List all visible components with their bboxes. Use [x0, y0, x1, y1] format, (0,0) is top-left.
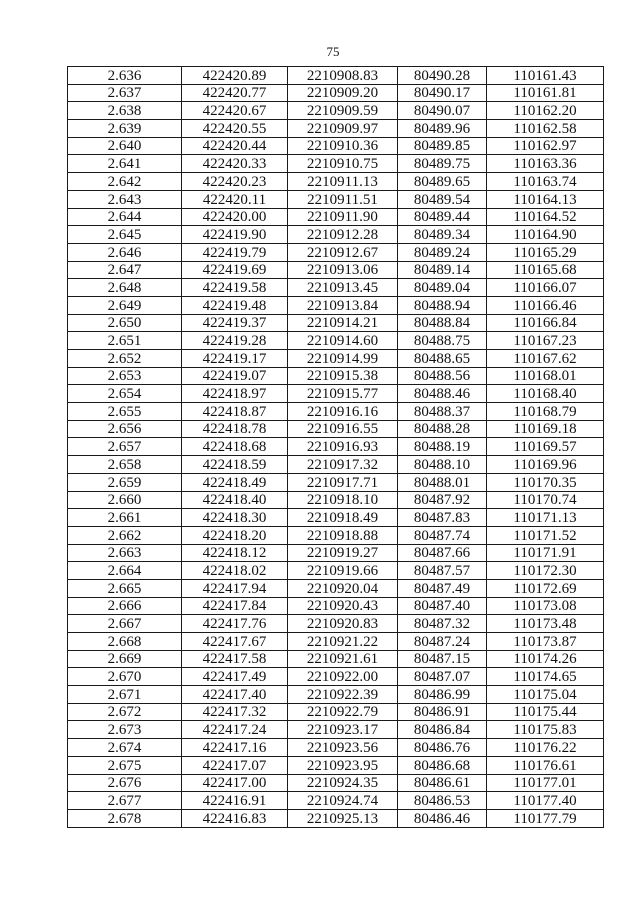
- table-row: [68, 774, 604, 792]
- coord-c-cell: 80487.57: [398, 562, 487, 580]
- coord-d-cell: 110171.91: [487, 544, 604, 562]
- point-id-cell: 2.645: [68, 226, 182, 244]
- coord-d-cell: 110170.35: [487, 473, 604, 491]
- point-id-cell: 2.652: [68, 350, 182, 368]
- point-id-cell: 2.662: [68, 526, 182, 544]
- coord-c-cell: 80487.07: [398, 668, 487, 686]
- table-row: [68, 367, 604, 385]
- coord-b-cell: 2210925.13: [288, 809, 398, 827]
- coord-a-cell: 422416.91: [182, 792, 288, 810]
- coord-d-cell: 110173.08: [487, 597, 604, 615]
- coord-a-cell: 422420.55: [182, 120, 288, 138]
- coord-a-cell: 422419.37: [182, 314, 288, 332]
- coord-d-cell: 110167.23: [487, 332, 604, 350]
- point-id-cell: 2.642: [68, 173, 182, 191]
- coord-d-cell: 110165.68: [487, 261, 604, 279]
- coord-d-cell: 110168.01: [487, 367, 604, 385]
- table-row: [68, 597, 604, 615]
- point-id-cell: 2.678: [68, 809, 182, 827]
- coord-b-cell: 2210916.55: [288, 420, 398, 438]
- point-id-cell: 2.647: [68, 261, 182, 279]
- table-row: [68, 809, 604, 827]
- coord-b-cell: 2210915.77: [288, 385, 398, 403]
- coord-c-cell: 80486.99: [398, 686, 487, 704]
- table-row: [68, 226, 604, 244]
- point-id-cell: 2.636: [68, 67, 182, 85]
- point-id-cell: 2.668: [68, 633, 182, 651]
- coord-c-cell: 80489.96: [398, 120, 487, 138]
- coord-d-cell: 110170.74: [487, 491, 604, 509]
- coord-a-cell: 422420.23: [182, 173, 288, 191]
- coord-d-cell: 110175.83: [487, 721, 604, 739]
- page-number: 75: [326, 44, 340, 59]
- coord-a-cell: 422417.40: [182, 686, 288, 704]
- coord-c-cell: 80486.68: [398, 756, 487, 774]
- coord-b-cell: 2210924.74: [288, 792, 398, 810]
- coord-c-cell: 80489.85: [398, 137, 487, 155]
- coord-a-cell: 422420.89: [182, 67, 288, 85]
- coord-c-cell: 80487.83: [398, 509, 487, 527]
- point-id-cell: 2.648: [68, 279, 182, 297]
- coord-b-cell: 2210914.21: [288, 314, 398, 332]
- coord-d-cell: 110168.40: [487, 385, 604, 403]
- coord-a-cell: 422420.00: [182, 208, 288, 226]
- coord-b-cell: 2210922.00: [288, 668, 398, 686]
- table-row: [68, 385, 604, 403]
- coord-b-cell: 2210914.99: [288, 350, 398, 368]
- point-id-cell: 2.659: [68, 473, 182, 491]
- point-id-cell: 2.658: [68, 456, 182, 474]
- coord-d-cell: 110161.81: [487, 84, 604, 102]
- coord-b-cell: 2210923.17: [288, 721, 398, 739]
- coord-c-cell: 80488.75: [398, 332, 487, 350]
- coord-a-cell: 422419.48: [182, 296, 288, 314]
- coord-c-cell: 80488.10: [398, 456, 487, 474]
- coord-d-cell: 110175.04: [487, 686, 604, 704]
- table-row: [68, 350, 604, 368]
- coord-c-cell: 80487.66: [398, 544, 487, 562]
- table-row: [68, 792, 604, 810]
- coord-a-cell: 422419.79: [182, 243, 288, 261]
- coord-d-cell: 110171.52: [487, 526, 604, 544]
- table-row: [68, 420, 604, 438]
- coord-c-cell: 80488.37: [398, 403, 487, 421]
- coord-c-cell: 80489.54: [398, 190, 487, 208]
- table-body: [68, 67, 604, 828]
- point-id-cell: 2.673: [68, 721, 182, 739]
- point-id-cell: 2.664: [68, 562, 182, 580]
- coord-b-cell: 2210915.38: [288, 367, 398, 385]
- coord-b-cell: 2210922.79: [288, 703, 398, 721]
- coord-b-cell: 2210922.39: [288, 686, 398, 704]
- coord-c-cell: 80490.17: [398, 84, 487, 102]
- point-id-cell: 2.657: [68, 438, 182, 456]
- table-row: [68, 332, 604, 350]
- table-row: [68, 173, 604, 191]
- coord-d-cell: 110172.30: [487, 562, 604, 580]
- coord-a-cell: 422420.44: [182, 137, 288, 155]
- coord-a-cell: 422419.58: [182, 279, 288, 297]
- table-row: [68, 120, 604, 138]
- coord-c-cell: 80490.07: [398, 102, 487, 120]
- point-id-cell: 2.637: [68, 84, 182, 102]
- coord-a-cell: 422418.78: [182, 420, 288, 438]
- coord-a-cell: 422419.07: [182, 367, 288, 385]
- coord-b-cell: 2210910.36: [288, 137, 398, 155]
- table-row: [68, 509, 604, 527]
- coord-a-cell: 422418.20: [182, 526, 288, 544]
- coordinate-table: [67, 66, 604, 828]
- coord-d-cell: 110161.43: [487, 67, 604, 85]
- table-row: [68, 526, 604, 544]
- coord-d-cell: 110176.61: [487, 756, 604, 774]
- coord-d-cell: 110167.62: [487, 350, 604, 368]
- coord-a-cell: 422420.11: [182, 190, 288, 208]
- coord-a-cell: 422420.77: [182, 84, 288, 102]
- coord-c-cell: 80489.75: [398, 155, 487, 173]
- coord-b-cell: 2210914.60: [288, 332, 398, 350]
- point-id-cell: 2.656: [68, 420, 182, 438]
- coord-b-cell: 2210910.75: [288, 155, 398, 173]
- coord-a-cell: 422417.49: [182, 668, 288, 686]
- point-id-cell: 2.653: [68, 367, 182, 385]
- coord-d-cell: 110171.13: [487, 509, 604, 527]
- point-id-cell: 2.671: [68, 686, 182, 704]
- point-id-cell: 2.672: [68, 703, 182, 721]
- point-id-cell: 2.669: [68, 650, 182, 668]
- table-row: [68, 721, 604, 739]
- coord-b-cell: 2210920.83: [288, 615, 398, 633]
- point-id-cell: 2.676: [68, 774, 182, 792]
- point-id-cell: 2.655: [68, 403, 182, 421]
- table-row: [68, 314, 604, 332]
- point-id-cell: 2.638: [68, 102, 182, 120]
- coord-c-cell: 80487.49: [398, 579, 487, 597]
- coord-a-cell: 422418.40: [182, 491, 288, 509]
- coord-c-cell: 80489.24: [398, 243, 487, 261]
- coord-a-cell: 422418.59: [182, 456, 288, 474]
- coord-d-cell: 110165.29: [487, 243, 604, 261]
- coord-c-cell: 80487.32: [398, 615, 487, 633]
- coord-c-cell: 80488.01: [398, 473, 487, 491]
- table-row: [68, 756, 604, 774]
- coord-d-cell: 110162.20: [487, 102, 604, 120]
- table-row: [68, 296, 604, 314]
- table-row: [68, 615, 604, 633]
- coord-a-cell: 422417.16: [182, 739, 288, 757]
- coord-c-cell: 80486.46: [398, 809, 487, 827]
- coord-a-cell: 422419.69: [182, 261, 288, 279]
- point-id-cell: 2.663: [68, 544, 182, 562]
- point-id-cell: 2.649: [68, 296, 182, 314]
- coord-a-cell: 422417.58: [182, 650, 288, 668]
- coord-b-cell: 2210913.84: [288, 296, 398, 314]
- coord-d-cell: 110169.96: [487, 456, 604, 474]
- coord-d-cell: 110175.44: [487, 703, 604, 721]
- coord-d-cell: 110169.18: [487, 420, 604, 438]
- coord-c-cell: 80487.92: [398, 491, 487, 509]
- point-id-cell: 2.675: [68, 756, 182, 774]
- table-row: [68, 579, 604, 597]
- table-row: [68, 544, 604, 562]
- table-row: [68, 650, 604, 668]
- coord-b-cell: 2210911.90: [288, 208, 398, 226]
- coord-a-cell: 422418.68: [182, 438, 288, 456]
- table-row: [68, 739, 604, 757]
- coord-b-cell: 2210909.20: [288, 84, 398, 102]
- coord-d-cell: 110166.46: [487, 296, 604, 314]
- coord-c-cell: 80486.61: [398, 774, 487, 792]
- point-id-cell: 2.640: [68, 137, 182, 155]
- coord-d-cell: 110177.79: [487, 809, 604, 827]
- coord-a-cell: 422417.76: [182, 615, 288, 633]
- coord-b-cell: 2210913.06: [288, 261, 398, 279]
- table-row: [68, 633, 604, 651]
- coord-d-cell: 110164.52: [487, 208, 604, 226]
- coord-a-cell: 422418.30: [182, 509, 288, 527]
- point-id-cell: 2.661: [68, 509, 182, 527]
- coord-d-cell: 110173.87: [487, 633, 604, 651]
- coord-c-cell: 80488.19: [398, 438, 487, 456]
- coord-a-cell: 422417.32: [182, 703, 288, 721]
- coord-c-cell: 80488.84: [398, 314, 487, 332]
- coord-a-cell: 422417.84: [182, 597, 288, 615]
- coord-d-cell: 110166.84: [487, 314, 604, 332]
- table-row: [68, 456, 604, 474]
- coord-c-cell: 80489.14: [398, 261, 487, 279]
- table-row: [68, 473, 604, 491]
- coord-a-cell: 422418.12: [182, 544, 288, 562]
- point-id-cell: 2.643: [68, 190, 182, 208]
- coord-d-cell: 110177.40: [487, 792, 604, 810]
- coord-a-cell: 422418.97: [182, 385, 288, 403]
- coord-b-cell: 2210918.10: [288, 491, 398, 509]
- coord-c-cell: 80486.91: [398, 703, 487, 721]
- coord-a-cell: 422420.33: [182, 155, 288, 173]
- table-row: [68, 137, 604, 155]
- point-id-cell: 2.665: [68, 579, 182, 597]
- coord-c-cell: 80487.15: [398, 650, 487, 668]
- table-row: [68, 403, 604, 421]
- coord-b-cell: 2210911.13: [288, 173, 398, 191]
- coord-a-cell: 422417.00: [182, 774, 288, 792]
- coord-a-cell: 422419.90: [182, 226, 288, 244]
- coord-b-cell: 2210913.45: [288, 279, 398, 297]
- point-id-cell: 2.677: [68, 792, 182, 810]
- coord-b-cell: 2210917.71: [288, 473, 398, 491]
- table-row: [68, 686, 604, 704]
- coord-b-cell: 2210921.61: [288, 650, 398, 668]
- point-id-cell: 2.650: [68, 314, 182, 332]
- coord-d-cell: 110177.01: [487, 774, 604, 792]
- coord-c-cell: 80489.65: [398, 173, 487, 191]
- coord-c-cell: 80488.56: [398, 367, 487, 385]
- coord-a-cell: 422417.94: [182, 579, 288, 597]
- coord-b-cell: 2210908.83: [288, 67, 398, 85]
- coord-b-cell: 2210909.97: [288, 120, 398, 138]
- point-id-cell: 2.670: [68, 668, 182, 686]
- coord-d-cell: 110164.13: [487, 190, 604, 208]
- coord-c-cell: 80489.34: [398, 226, 487, 244]
- point-id-cell: 2.646: [68, 243, 182, 261]
- coord-c-cell: 80488.94: [398, 296, 487, 314]
- coord-d-cell: 110174.65: [487, 668, 604, 686]
- coord-d-cell: 110164.90: [487, 226, 604, 244]
- coord-b-cell: 2210919.27: [288, 544, 398, 562]
- table-row: [68, 208, 604, 226]
- point-id-cell: 2.651: [68, 332, 182, 350]
- coord-b-cell: 2210920.04: [288, 579, 398, 597]
- coord-b-cell: 2210916.16: [288, 403, 398, 421]
- coord-a-cell: 422416.83: [182, 809, 288, 827]
- coord-b-cell: 2210918.88: [288, 526, 398, 544]
- coord-d-cell: 110173.48: [487, 615, 604, 633]
- coord-b-cell: 2210911.51: [288, 190, 398, 208]
- coord-a-cell: 422420.67: [182, 102, 288, 120]
- table-row: [68, 84, 604, 102]
- coord-b-cell: 2210924.35: [288, 774, 398, 792]
- coord-d-cell: 110168.79: [487, 403, 604, 421]
- coord-c-cell: 80489.04: [398, 279, 487, 297]
- coord-b-cell: 2210909.59: [288, 102, 398, 120]
- coord-a-cell: 422417.24: [182, 721, 288, 739]
- coord-c-cell: 80486.84: [398, 721, 487, 739]
- table-row: [68, 562, 604, 580]
- coord-c-cell: 80488.46: [398, 385, 487, 403]
- coord-a-cell: 422418.87: [182, 403, 288, 421]
- table-row: [68, 155, 604, 173]
- coord-b-cell: 2210916.93: [288, 438, 398, 456]
- coord-a-cell: 422417.07: [182, 756, 288, 774]
- coord-a-cell: 422419.28: [182, 332, 288, 350]
- coord-d-cell: 110163.74: [487, 173, 604, 191]
- coord-c-cell: 80486.53: [398, 792, 487, 810]
- point-id-cell: 2.641: [68, 155, 182, 173]
- coord-a-cell: 422418.49: [182, 473, 288, 491]
- table-row: [68, 190, 604, 208]
- coord-b-cell: 2210917.32: [288, 456, 398, 474]
- coord-c-cell: 80487.74: [398, 526, 487, 544]
- table-row: [68, 261, 604, 279]
- table-row: [68, 668, 604, 686]
- coord-d-cell: 110176.22: [487, 739, 604, 757]
- coord-d-cell: 110162.58: [487, 120, 604, 138]
- coord-b-cell: 2210921.22: [288, 633, 398, 651]
- coord-a-cell: 422419.17: [182, 350, 288, 368]
- coord-b-cell: 2210919.66: [288, 562, 398, 580]
- coord-d-cell: 110166.07: [487, 279, 604, 297]
- point-id-cell: 2.660: [68, 491, 182, 509]
- coord-b-cell: 2210912.67: [288, 243, 398, 261]
- table-row: [68, 102, 604, 120]
- coord-c-cell: 80488.65: [398, 350, 487, 368]
- coord-b-cell: 2210912.28: [288, 226, 398, 244]
- coord-d-cell: 110162.97: [487, 137, 604, 155]
- coord-b-cell: 2210923.95: [288, 756, 398, 774]
- coord-d-cell: 110174.26: [487, 650, 604, 668]
- coord-c-cell: 80490.28: [398, 67, 487, 85]
- point-id-cell: 2.644: [68, 208, 182, 226]
- coord-d-cell: 110172.69: [487, 579, 604, 597]
- coord-c-cell: 80487.40: [398, 597, 487, 615]
- coord-a-cell: 422417.67: [182, 633, 288, 651]
- point-id-cell: 2.639: [68, 120, 182, 138]
- coord-d-cell: 110169.57: [487, 438, 604, 456]
- point-id-cell: 2.674: [68, 739, 182, 757]
- point-id-cell: 2.654: [68, 385, 182, 403]
- coord-b-cell: 2210923.56: [288, 739, 398, 757]
- table-row: [68, 67, 604, 85]
- coord-c-cell: 80486.76: [398, 739, 487, 757]
- coord-d-cell: 110163.36: [487, 155, 604, 173]
- table-row: [68, 279, 604, 297]
- point-id-cell: 2.666: [68, 597, 182, 615]
- coord-b-cell: 2210918.49: [288, 509, 398, 527]
- coord-a-cell: 422418.02: [182, 562, 288, 580]
- coord-c-cell: 80487.24: [398, 633, 487, 651]
- point-id-cell: 2.667: [68, 615, 182, 633]
- table-row: [68, 491, 604, 509]
- table-row: [68, 438, 604, 456]
- coord-c-cell: 80489.44: [398, 208, 487, 226]
- table-row: [68, 703, 604, 721]
- coord-c-cell: 80488.28: [398, 420, 487, 438]
- coord-b-cell: 2210920.43: [288, 597, 398, 615]
- table-row: [68, 243, 604, 261]
